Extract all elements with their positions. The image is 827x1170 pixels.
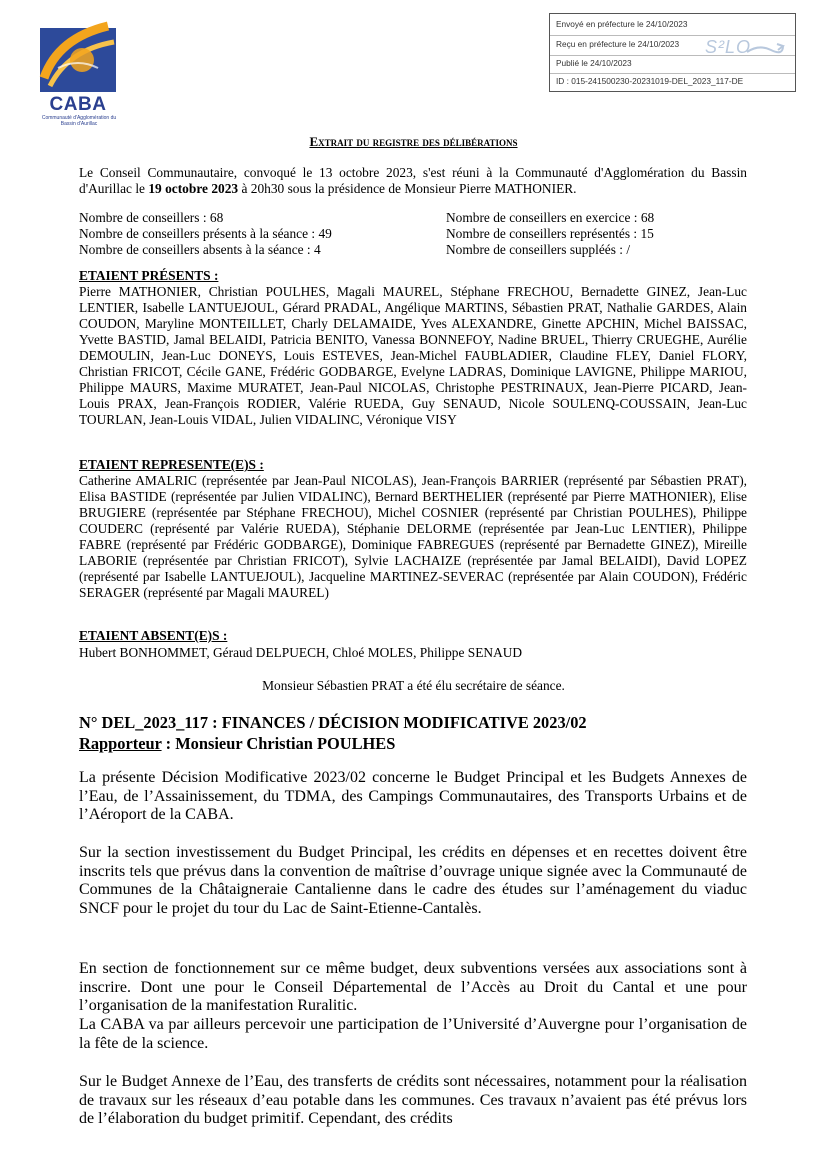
intro-paragraph (79, 165, 747, 197)
deliberation-title: N° DEL_2023_117 : FINANCES / DÉCISION MODIFICATIVE 2023/02 (79, 713, 587, 732)
slo-arrow-icon (745, 42, 785, 56)
caba-logo (38, 18, 118, 128)
count-councillors: Nombre de conseillers : 68 (79, 210, 224, 225)
intro-part2: à 20h30 sous la présidence de Monsieur Pierre MATHONIER. (238, 181, 577, 196)
rapporteur-label: Rapporteur (79, 734, 162, 753)
intro-part1: Le Conseil Communautaire, convoqué le 13 octobre 2023, s'est réuni à la Communauté d'Agglomération du Bassin d'Aurillac le (79, 165, 747, 196)
count-present: Nombre de conseillers présents à la séance : 49 (79, 226, 332, 241)
body-paragraph-3: En section de fonctionnement sur ce même budget, deux subventions versées aux associations sont à inscrire. Dont une pour le Conseil Départemental de l’Accès au Droit du Cantal et une pour l’organisation de la manifestation Ruralitic. (79, 960, 747, 1014)
stamp-received: Reçu en préfecture le 24/10/2023 (556, 39, 680, 49)
rapporteur-name: : Monsieur Christian POULHES (161, 734, 396, 753)
logo-subtitle: Communauté d'Agglomération du Bassin d'Aurillac (41, 115, 117, 127)
presents-label: ETAIENT PRÉSENTS : (79, 268, 219, 283)
absents-list: Hubert BONHOMMET, Géraud DELPUECH, Chloé MOLES, Philippe SENAUD (79, 645, 523, 660)
rapporteur-line (79, 733, 395, 754)
represented-label: ETAIENT REPRESENTE(E)S : (79, 457, 264, 472)
represented-list: Catherine AMALRIC (représentée par Jean-Paul NICOLAS), Jean-François BARRIER (représenté par Sébastien PRAT), Elisa BASTIDE (représentée par Julien VIDALINC), Bernard BERTHELIER (représenté par Pierre MATHONIER), Elise BRUGIERE (représentée par Stéphane FRECHOU), Michel COSNIER (représenté par Christian POULHES), Philippe COUDERC (représenté par Valérie RUEDA), Stéphanie DELORME (représentée par Jean-Luc LENTIER), Philippe FABRE (représenté par Frédéric GODBARGE), Dominique FABREGUES (représenté par Bernadette GINEZ), Mireille LABORIE (représentée par Christian FRICOT), Sylvie LACHAIZE (représentée par Jamal BELAIDI), David LOPEZ (représenté par Isabelle LANTUEJOUL), Jacqueline MARTINEZ-SEVERAC (représentée par Alain COUDON), Frédéric SERAGER (représenté par Magali MAUREL) (79, 473, 747, 600)
caba-logo-mark (38, 18, 118, 96)
register-extract-heading: Extrait du registre des délibérations (309, 134, 518, 149)
meeting-date: 19 octobre 2023 (148, 181, 239, 196)
count-represented: Nombre de conseillers représentés : 15 (446, 226, 654, 241)
logo-name: CABA (49, 94, 107, 115)
body-paragraph-1: La présente Décision Modificative 2023/02 concerne le Budget Principal et les Budgets Annexes de l’Eau, de l’Assainissement, du TDMA, des Campings Communautaires, des Transports Urbains et de l’Aéroport de la CABA. (79, 769, 747, 823)
stamp-divider (550, 35, 795, 36)
count-in-office: Nombre de conseillers en exercice : 68 (446, 210, 655, 225)
slo-text: S²LO (705, 37, 752, 57)
secretary-statement: Monsieur Sébastien PRAT a été élu secrétaire de séance. (262, 678, 565, 693)
count-absent: Nombre de conseillers absents à la séance : 4 (79, 242, 321, 257)
stamp-id: ID : 015-241500230-20231019-DEL_2023_117-DE (556, 76, 744, 86)
count-substituted: Nombre de conseillers suppléés : / (446, 242, 631, 257)
stamp-divider (550, 73, 795, 74)
stamp-sent: Envoyé en préfecture le 24/10/2023 (556, 19, 688, 29)
body-paragraph-2: Sur la section investissement du Budget Principal, les crédits en dépenses et en recettes doivent être inscrits tels que prévus dans la convention de maîtrise d’ouvrage unique signée avec la Communauté de Communes de la Châtaigneraie Cantalienne dans le cadre des études sur l’aménagement du viaduc SNCF pour le projet du tour du Lac de Saint-Etienne-Cantalès. (79, 844, 747, 917)
body-paragraph-4: La CABA va par ailleurs percevoir une participation de l’Université d’Auvergne pour l’organisation de la fête de la science. (79, 1016, 747, 1052)
presents-list: Pierre MATHONIER, Christian POULHES, Magali MAUREL, Stéphane FRECHOU, Bernadette GINEZ, Jean-Luc LENTIER, Isabelle LANTUEJOUL, Gérard PRADAL, Angélique MARTINS, Sébastien PRAT, Nathalie GARDES, Alain COUDON, Maryline MONTEILLET, Charly DELAMAIDE, Yves ALEXANDRE, Ginette APCHIN, Michel BAISSAC, Yvette BASTID, Jamal BELAIDI, Patricia BENITO, Vanessa BONNEFOY, Nadine BRUEL, Thierry CRUEGHE, Aurélie DEMOULIN, Jean-Luc DONEYS, Louis ESTEVES, Jean-Michel FAUBLADIER, Claudine FLEY, Daniel FLORY, Christian FRICOT, Cécile GANE, Frédéric GODBARGE, Evelyne LADRAS, Dominique LAVIGNE, Philippe MARIOU, Philippe MAURS, Maxime MURATET, Jean-Paul NICOLAS, Christophe PESTRINAUX, Jean-Pierre PICARD, Jean-Louis PRAX, Jean-François RODIER, Valérie RUEDA, Guy SENAUD, Nicole SOULENQ-COUSSAIN, Jean-Luc TOURLAN, Jean-Louis VIDAL, Julien VIDALINC, Véronique VISY (79, 284, 747, 427)
body-paragraph-5: Sur le Budget Annexe de l’Eau, des transferts de crédits sont nécessaires, notamment pour la réalisation de travaux sur les réseaux d’eau potable dans les communes. Ces travaux n’avaient pas été prévus lors de l’élaboration du budget primitif. Cependant, des crédits (79, 1073, 747, 1127)
absents-label: ETAIENT ABSENT(E)S : (79, 628, 228, 643)
stamp-published: Publié le 24/10/2023 (556, 58, 632, 68)
